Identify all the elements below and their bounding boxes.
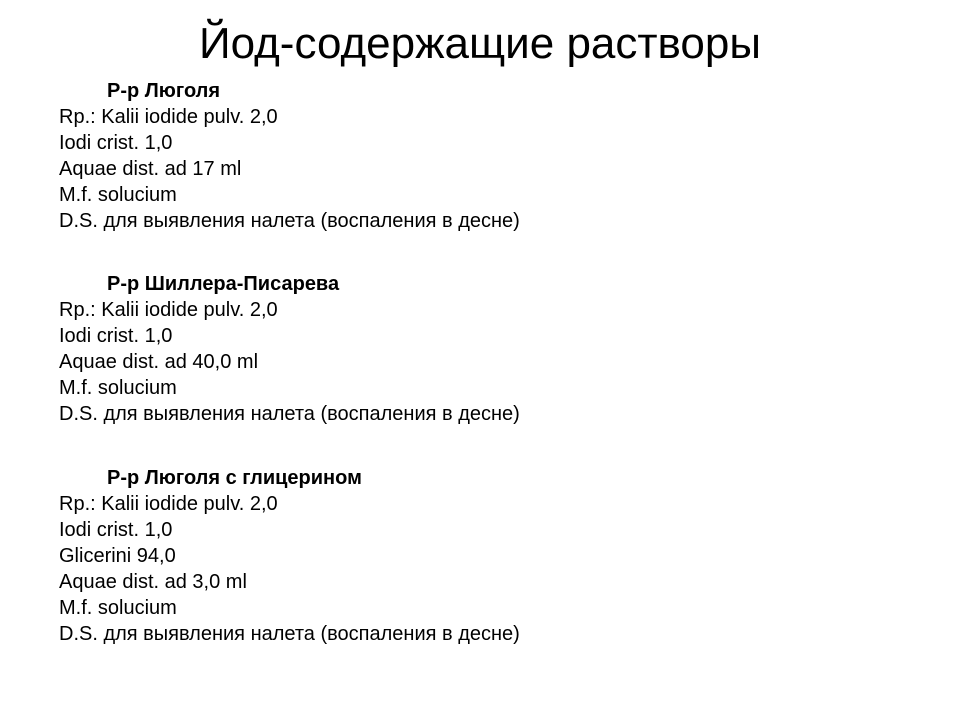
recipe-line-water: Aquae dist. ad 3,0 ml: [59, 571, 247, 593]
recipe-line-glycerin: Glicerini 94,0: [59, 545, 176, 567]
recipe-lugol-glycerin: [59, 465, 939, 647]
slide-title: Йод-содержащие растворы: [199, 19, 761, 68]
recipe-heading: Р-р Люголя: [107, 80, 221, 102]
recipe-heading: Р-р Люголя с глицерином: [107, 467, 362, 489]
recipe-line-iodine: Iodi crist. 1,0: [59, 132, 173, 154]
recipe-line-mf: M.f. solucium: [59, 377, 177, 399]
recipe-line-ds: D.S. для выявления налета (воспаления в десне): [59, 403, 520, 425]
recipe-line-ds: D.S. для выявления налета (воспаления в десне): [59, 210, 520, 232]
recipe-line-mf: M.f. solucium: [59, 184, 177, 206]
recipe-line-water: Aquae dist. ad 17 ml: [59, 158, 242, 180]
recipe-line-mf: M.f. solucium: [59, 597, 177, 619]
recipe-line-rp: Rp.: Kalii iodide pulv. 2,0: [59, 106, 278, 128]
recipe-line-iodine: Iodi crist. 1,0: [59, 519, 173, 541]
recipe-line-rp: Rp.: Kalii iodide pulv. 2,0: [59, 299, 278, 321]
recipe-line-iodine: Iodi crist. 1,0: [59, 325, 173, 347]
recipe-line-ds: D.S. для выявления налета (воспаления в десне): [59, 623, 520, 645]
recipe-heading: Р-р Шиллера-Писарева: [107, 273, 340, 295]
recipe-line-water: Aquae dist. ad 40,0 ml: [59, 351, 259, 373]
recipe-lugol: [59, 78, 939, 234]
recipe-schiller-pisarev: [59, 271, 939, 427]
recipe-line-rp: Rp.: Kalii iodide pulv. 2,0: [59, 493, 278, 515]
